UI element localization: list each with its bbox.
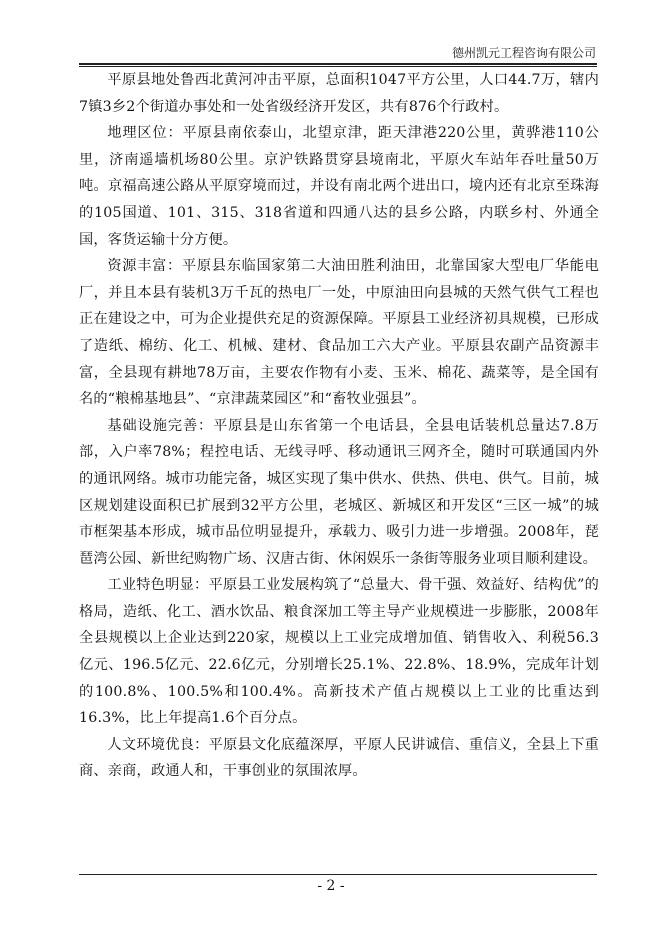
page-number: - 2 - [317,878,345,894]
paragraph-infrastructure: 基础设施完善：平原县是山东省第一个电话县，全县电话装机总量达7.8万部，入户率78%；程控电话、无线寻呼、移动通讯三网齐全，随时可联通国内外的通讯网络。城市功能完备，城区实现了集中供水、供热、供电、供气。目前，城区规划建设面积已扩展到32平方公里，老城区、新城区和开发区“三区一城”的城市框架基本形成，城市品位明显提升，承载力、吸引力进一步增强。2008年，琵琶湾公园、新世纪购物广场、汉唐古街、休闲娱乐一条街等服务业项目顺利建设。 [79,417,599,567]
document-body [79,67,599,785]
paragraph-industry: 工业特色明显：平原县工业发展构筑了“总量大、骨干强、效益好、结构优”的格局，造纸、化工、酒水饮品、粮食深加工等主导产业规模进一步膨胀，2008年全县规模以上企业达到220家，规模以上工业完成增加值、销售收入、利税56.3亿元、196.5亿元、22.6亿元，分别增长25.1%、22.8%、18.9%，完成年计划的100.8%、100.5%和100.4%。高新技术产值占规模以上工业的比重达到16.3%，比上年提高1.6个百分点。 [79,577,599,727]
paragraph-culture: 人文环境优良：平原县文化底蕴深厚，平原人民讲诚信、重信义，全县上下重商、亲商，政通人和，干事创业的氛围浓厚。 [79,736,599,780]
paragraph-overview: 平原县地处鲁西北黄河冲击平原，总面积1047平方公里，人口44.7万，辖内7镇3乡2个街道办事处和一处省级经济开发区，共有876个行政村。 [79,72,599,115]
paragraph-resources: 资源丰富：平原县东临国家第二大油田胜利油田，北靠国家大型电厂华能电厂，并且本县有装机3万千瓦的热电厂一处，中原油田向县城的天然气供气工程也正在建设之中，可为企业提供充足的资源保障。平原县工业经济初具规模，已形成了造纸、棉纺、化工、机械、建材、食品加工六大产业。平原县农副产品资源丰富，全县现有耕地78万亩，主要农作物有小麦、玉米、棉花、蔬菜等，是全国有名的“粮棉基地县”、“京津蔬菜园区”和“畜牧业强县”。 [79,258,599,408]
paragraph-location: 地理区位：平原县南依泰山，北望京津，距天津港220公里，黄骅港110公里，济南遥墙机场80公里。京沪铁路贯穿县境南北，平原火车站年吞吐量50万吨。京福高速公路从平原穿境而过，并设有南北两个进出口，境内还有北京至珠海的105国道、101、315、318省道和四通八达的县乡公路，内联乡村、外通全国，客货运输十分方便。 [79,125,599,248]
header-company-name: 德州凯元工程咨询有限公司 [451,46,596,60]
footer-rule [79,874,597,875]
